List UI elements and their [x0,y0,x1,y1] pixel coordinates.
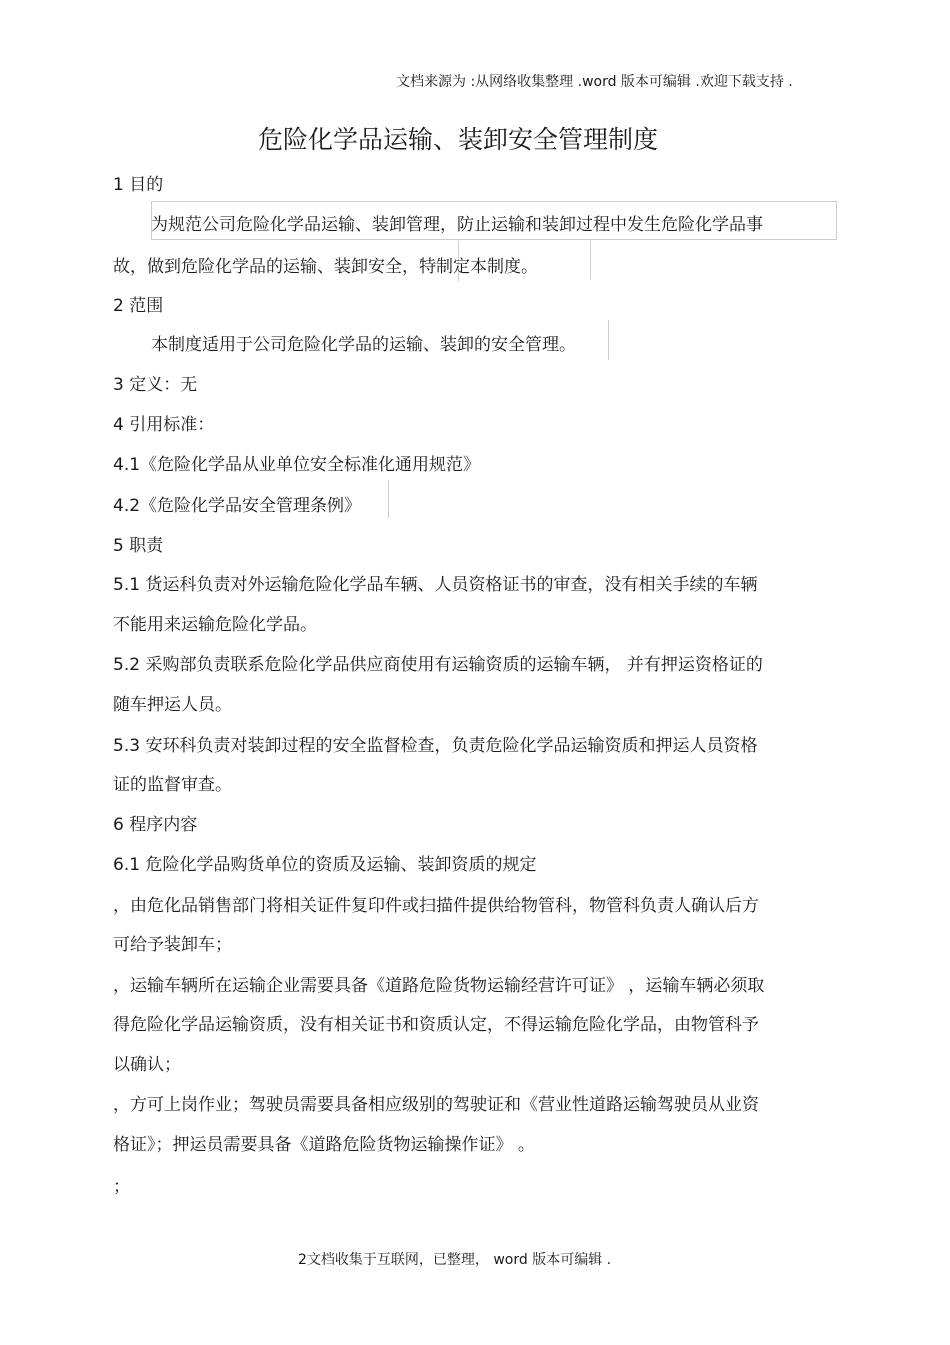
page-footer: 2文档收集于互联网，已整理， word 版本可编辑 . [298,1252,612,1268]
scan-artifact-line [388,480,389,518]
scan-artifact-line [590,241,591,279]
paragraph-line: 不能用来运输危险化学品。 [113,615,317,635]
paragraph-line: 可给予装卸车； [113,935,232,955]
paragraph-line: ，方可上岗作业；驾驶员需要具备相应级别的驾驶证和《营业性道路运输驾驶员从业资 [113,1095,759,1115]
paragraph-line: ； [113,1177,130,1197]
section-heading: 3 定义：无 [113,375,198,395]
section-heading: 5 职责 [113,536,164,556]
paragraph-line: ，运输车辆所在运输企业需要具备《道路危险货物运输经营许可证》 ，运输车辆必须取 [113,976,765,996]
paragraph-line: ，由危化品销售部门将相关证件复印件或扫描件提供给物管科，物管科负责人确认后方 [113,896,759,916]
paragraph-line: 4.2《危险化学品安全管理条例》 [113,496,362,516]
paragraph-line: 得危险化学品运输资质，没有相关证书和资质认定，不得运输危险化学品，由物管科予 [113,1015,759,1035]
paragraph-line: 本制度适用于公司危险化学品的运输、装卸的安全管理。 [151,335,576,355]
paragraph-line: 随车押运人员。 [113,695,232,715]
scan-artifact-line [608,320,609,360]
section-heading: 6 程序内容 [113,815,198,835]
paragraph-line: 4.1《危险化学品从业单位安全标准化通用规范》 [113,455,481,475]
document-title: 危险化学品运输、装卸安全管理制度 [257,125,658,154]
paragraph-line: 为规范公司危险化学品运输、装卸管理，防止运输和装卸过程中发生危险化学品事 [151,215,763,235]
page-header: 文档来源为 :从网络收集整理 .word 版本可编辑 .欢迎下载支持 . [396,74,793,90]
paragraph-line: 5.1 货运科负责对外运输危险化学品车辆、人员资格证书的审查，没有相关手续的车辆 [113,575,758,595]
paragraph-line: 以确认； [113,1055,181,1075]
paragraph-line: 5.2 采购部负责联系危险化学品供应商使用有运输资质的运输车辆， 并有押运资格证的 [113,655,763,675]
section-heading: 4 引用标准： [113,415,215,435]
paragraph-line: 故，做到危险化学品的运输、装卸安全，特制定本制度。 [113,257,538,277]
section-heading: 2 范围 [113,296,164,316]
section-heading: 1 目的 [113,175,164,195]
paragraph-line: 5.3 安环科负责对装卸过程的安全监督检查，负责危险化学品运输资质和押运人员资格 [113,736,758,756]
paragraph-line: 6.1 危险化学品购货单位的资质及运输、装卸资质的规定 [113,855,537,875]
paragraph-line: 格证》；押运员需要具备《道路危险货物运输操作证》 。 [113,1135,535,1155]
paragraph-line: 证的监督审查。 [113,775,232,795]
